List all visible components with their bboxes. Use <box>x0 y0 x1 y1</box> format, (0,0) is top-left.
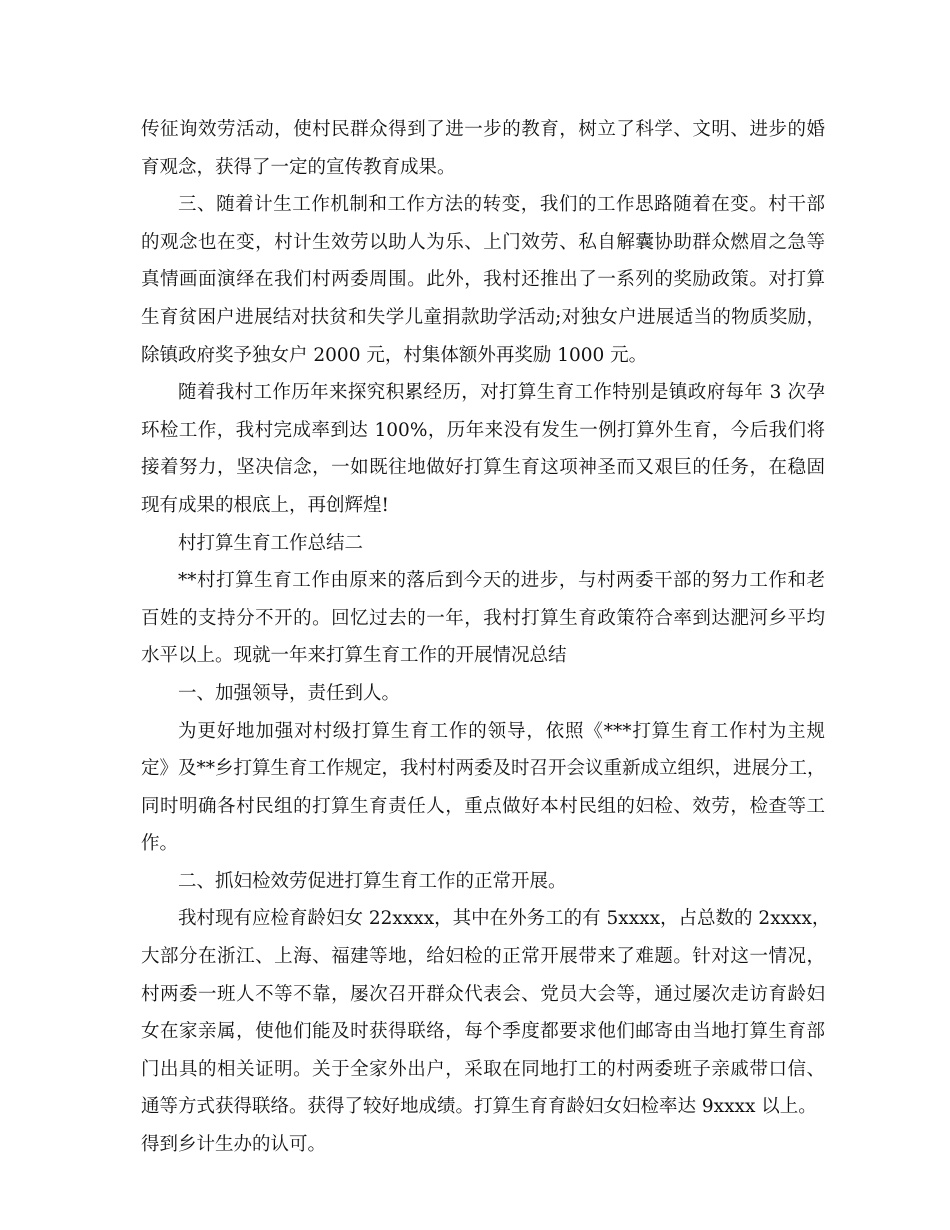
text-line: 传征询效劳活动，使村民群众得到了进一步的教育，树立了科学、文明、进步的婚 <box>141 119 825 140</box>
section-heading: 一、加强领导，责任到人。 <box>178 682 401 704</box>
text-line: 我村现有应检育龄妇女 22xxxx，其中在外务工的有 5xxxx，占总数的 2xxxx， <box>178 908 831 930</box>
text-line: **村打算生育工作由原来的落后到今天的进步，与村两委干部的努力工作和老 <box>178 570 825 592</box>
section-heading: 村打算生育工作总结二 <box>178 532 364 554</box>
text-line: 除镇政府奖予独女户 2000 元，村集体额外再奖励 1000 元。 <box>141 344 648 366</box>
section-heading: 二、抓妇检效劳促进打算生育工作的正常开展。 <box>178 870 567 892</box>
text-line: 得到乡计生办的认可。 <box>141 1134 327 1156</box>
text-line: 三、随着计生工作机制和工作方法的转变，我们的工作思路随着在变。村干部 <box>178 194 825 216</box>
text-line: 门出具的相关证明。关于全家外出户，采取在同地打工的村两委班子亲戚带口信、 <box>141 1058 825 1080</box>
text-line: 为更好地加强对村级打算生育工作的领导，依照《***打算生育工作村为主规 <box>178 720 825 742</box>
text-line: 大部分在浙江、上海、福建等地，给妇检的正常开展带来了难题。针对这一情况， <box>141 946 825 968</box>
text-line: 育观念，获得了一定的宣传教育成果。 <box>141 156 456 178</box>
text-line: 村两委一班人不等不靠，屡次召开群众代表会、党员大会等，通过屡次走访育龄妇 <box>141 983 825 1005</box>
text-line: 真情画面演绎在我们村两委周围。此外，我村还推出了一系列的奖励政策。对打算 <box>141 269 825 291</box>
text-line: 环检工作，我村完成率到达 100%，历年来没有发生一例打算外生育，今后我们将 <box>141 419 825 441</box>
text-line: 生育贫困户进展结对扶贫和失学儿童捐款助学活动;对独女户进展适当的物质奖励， <box>141 306 825 328</box>
text-line: 定》及**乡打算生育工作规定，我村村两委及时召开会议重新成立组织，进展分工， <box>141 758 826 780</box>
text-line: 水平以上。现就一年来打算生育工作的开展情况总结 <box>141 645 567 667</box>
text-line: 通等方式获得联络。获得了较好地成绩。打算生育育龄妇女妇检率达 9xxxx 以上。 <box>141 1096 817 1118</box>
text-line: 接着努力，坚决信念，一如既往地做好打算生育这项神圣而又艰巨的任务，在稳固 <box>141 457 825 479</box>
text-line: 百姓的支持分不开的。回忆过去的一年，我村打算生育政策符合率到达淝河乡平均 <box>141 607 825 629</box>
text-line: 女在家亲属，使他们能及时获得联络，每个季度都要求他们邮寄由当地打算生育部 <box>141 1021 825 1043</box>
text-line: 作。 <box>141 833 179 855</box>
text-line: 同时明确各村民组的打算生育责任人，重点做好本村民组的妇检、效劳，检查等工 <box>141 795 825 817</box>
text-line: 随着我村工作历年来探究积累经历，对打算生育工作特别是镇政府每年 3 次孕 <box>178 382 825 404</box>
text-line: 的观念也在变，村计生效劳以助人为乐、上门效劳、私自解囊协助群众燃眉之急等 <box>141 231 825 253</box>
document-body <box>141 111 831 1164</box>
text-line: 现有成果的根底上，再创辉煌! <box>141 494 389 516</box>
